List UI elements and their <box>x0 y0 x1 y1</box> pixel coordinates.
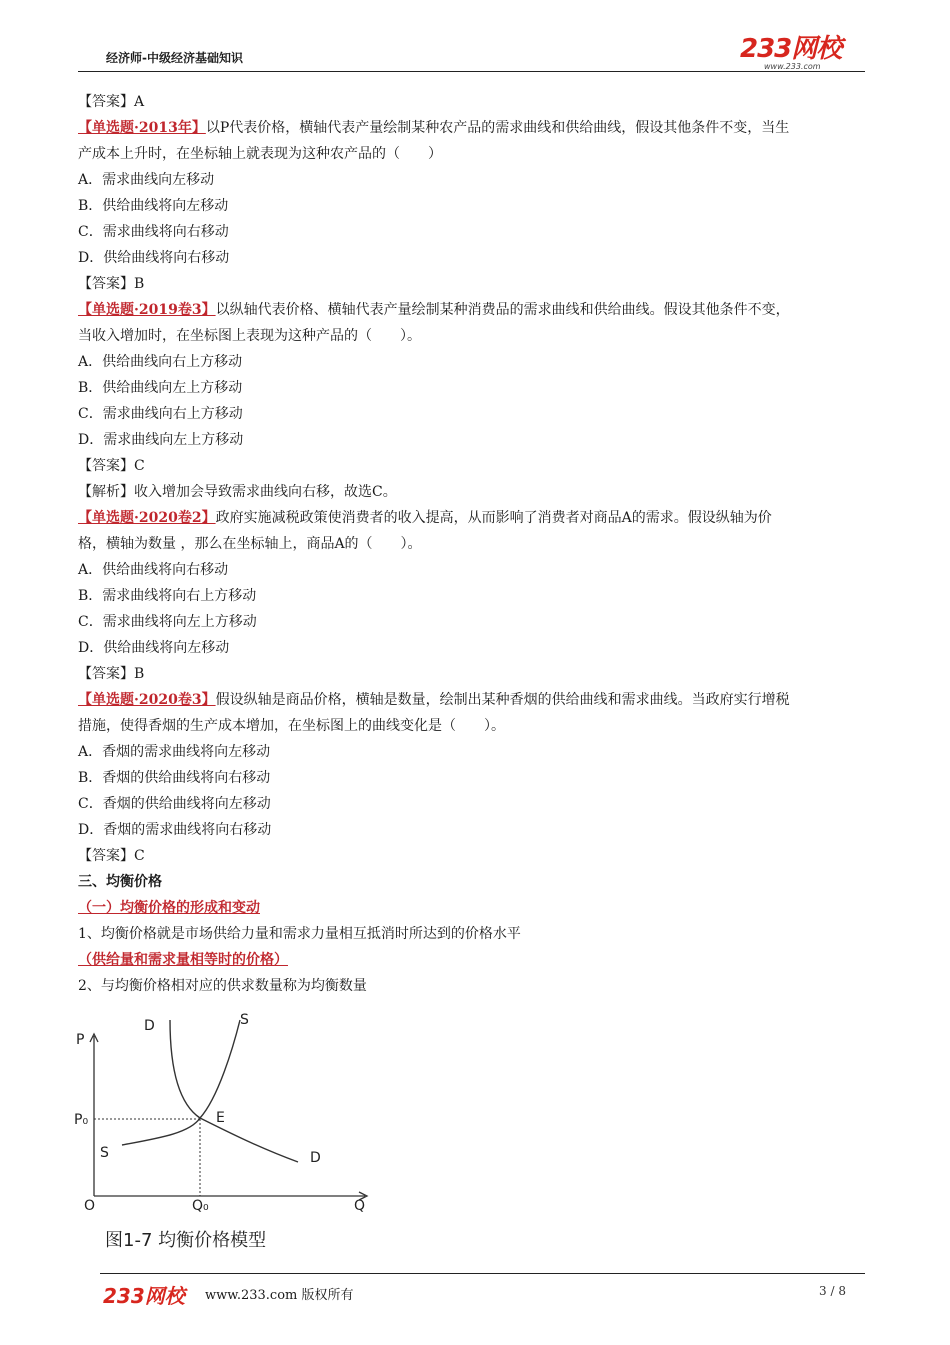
option-line: B．香烟的供给曲线将向右移动 <box>78 770 271 786</box>
brand-logo-main: 233网校 <box>740 34 842 64</box>
question-text: 以纵轴代表价格、横轴代表产量绘制某种消费品的需求曲线和供给曲线。假设其他条件不变， <box>215 302 790 318</box>
p0-label: P₀ <box>74 1112 89 1128</box>
question-stem <box>78 300 868 326</box>
equilibrium-figure <box>70 1008 380 1253</box>
answer-line: 【答案】C <box>78 848 145 864</box>
axis-label-q: Q <box>354 1198 366 1214</box>
brand-logo[interactable] <box>740 36 850 76</box>
answer-line: 【答案】B <box>78 276 145 292</box>
question-tag: 【单选题·2020卷2】 <box>78 510 216 526</box>
option-line: C．需求曲线向右上方移动 <box>78 406 243 422</box>
supply-curve <box>122 1020 240 1145</box>
option-line: D．供给曲线将向左移动 <box>78 640 230 656</box>
document-body <box>78 92 868 1002</box>
question-stem <box>78 508 868 534</box>
figure-caption: 图1-7 均衡价格模型 <box>105 1230 267 1251</box>
option-line: A．供给曲线向右上方移动 <box>78 354 243 370</box>
footer-copyright: www.233.com 版权所有 <box>205 1288 354 1303</box>
supply-label-bottom: S <box>100 1145 109 1161</box>
subsection-title: （一）均衡价格的形成和变动 <box>78 900 260 916</box>
footer-divider <box>100 1273 865 1274</box>
question-stem <box>78 690 868 716</box>
axis-label-p: P <box>76 1032 85 1048</box>
option-line: C．需求曲线将向左上方移动 <box>78 614 257 630</box>
answer-line: 【答案】A <box>78 94 145 110</box>
option-line: C．香烟的供给曲线将向左移动 <box>78 796 271 812</box>
footer-logo[interactable]: 233网校 <box>103 1284 185 1308</box>
question-tag: 【单选题·2013年】 <box>78 120 206 136</box>
answer-line: 【答案】C <box>78 458 145 474</box>
question-stem-cont: 产成本上升时，在坐标轴上就表现为这种农产品的（ ） <box>78 146 442 162</box>
question-stem-cont: 当收入增加时，在坐标图上表现为这种产品的（ ）。 <box>78 328 421 344</box>
equilibrium-point-label: E <box>216 1110 225 1126</box>
option-line: C．需求曲线将向右移动 <box>78 224 229 240</box>
option-line: D．供给曲线将向右移动 <box>78 250 230 266</box>
emphasis-line <box>78 950 868 976</box>
answer-line: 【答案】B <box>78 666 145 682</box>
q0-label: Q₀ <box>192 1198 209 1214</box>
subsection-heading <box>78 898 868 924</box>
origin-label: O <box>84 1198 96 1214</box>
supply-label-top: S <box>240 1012 249 1028</box>
question-stem-cont: 措施，使得香烟的生产成本增加，在坐标图上的曲线变化是（ ）。 <box>78 718 505 734</box>
option-line: A．供给曲线将向右移动 <box>78 562 229 578</box>
question-tag: 【单选题·2019卷3】 <box>78 302 216 318</box>
option-line: D．香烟的需求曲线将向右移动 <box>78 822 272 838</box>
equilibrium-diagram <box>70 1008 380 1223</box>
question-stem-cont: 格，横轴为数量 ，那么在坐标轴上，商品A的（ ）。 <box>78 536 422 552</box>
option-line: B．需求曲线将向右上方移动 <box>78 588 257 604</box>
question-text: 政府实施减税政策使消费者的收入提高，从而影响了消费者对商品A的需求。假设纵轴为价 <box>215 510 772 526</box>
question-stem <box>78 118 868 144</box>
option-line: B．供给曲线向左上方移动 <box>78 380 243 396</box>
body-text: 1、均衡价格就是市场供给力量和需求力量相互抵消时所达到的价格水平 <box>78 926 521 942</box>
analysis-line: 【解析】收入增加会导致需求曲线向右移，故选C。 <box>78 484 397 500</box>
question-text: 假设纵轴是商品价格，横轴是数量，绘制出某种香烟的供给曲线和需求曲线。当政府实行增税 <box>215 692 790 708</box>
emphasis-text: （供给量和需求量相等时的价格） <box>78 952 288 968</box>
option-line: D．需求曲线向左上方移动 <box>78 432 244 448</box>
option-line: B．供给曲线将向左移动 <box>78 198 229 214</box>
section-heading: 三、均衡价格 <box>78 874 162 890</box>
header-title: 经济师-中级经济基础知识 <box>106 51 243 65</box>
demand-label-top: D <box>144 1018 155 1034</box>
header-divider <box>78 71 865 72</box>
option-line: A．香烟的需求曲线将向左移动 <box>78 744 271 760</box>
demand-label-bottom: D <box>310 1150 321 1166</box>
question-tag: 【单选题·2020卷3】 <box>78 692 216 708</box>
body-text: 2、与均衡价格相对应的供求数量称为均衡数量 <box>78 978 367 994</box>
page-number: 3 / 8 <box>819 1284 846 1298</box>
question-text: 以P代表价格，横轴代表产量绘制某种农产品的需求曲线和供给曲线，假设其他条件不变，当生 <box>205 120 790 136</box>
brand-logo-url: www.233.com <box>764 62 821 71</box>
option-line: A．需求曲线向左移动 <box>78 172 215 188</box>
